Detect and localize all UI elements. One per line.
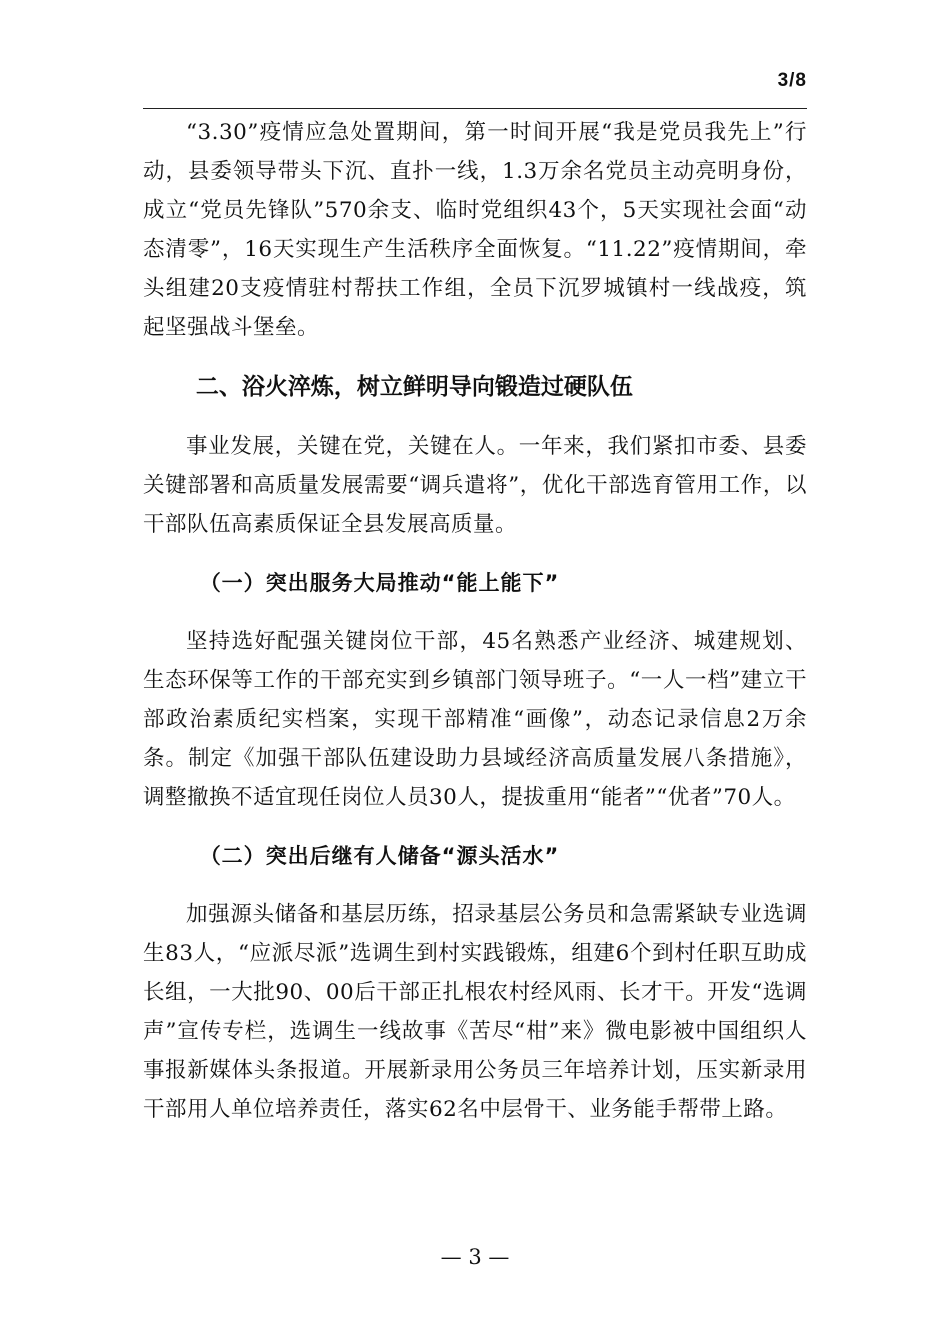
paragraph-subsection-2: 加强源头储备和基层历练，招录基层公务员和急需紧缺专业选调生83人，“应派尽派”选调生到村实践锻炼，组建6个到村任职互助成长组，一大批90、00后干部正扎根农村经风雨、长才干。开发“选调声”宣传专栏，选调生一线故事《苦尽“柑”来》微电影被中国组织人事报新媒体头条报道。开展新录用公务员三年培养计划，压实新录用干部用人单位培养责任，落实62名中层骨干、业务能手帮带上路。 xyxy=(143,902,807,1122)
document-body xyxy=(143,113,807,1129)
header-divider xyxy=(143,108,807,109)
subheading-2: （二）突出后继有人储备“源头活水” xyxy=(199,844,560,868)
page-indicator: 3/8 xyxy=(777,70,807,91)
subheading-1: （一）突出服务大局推动“能上能下” xyxy=(199,571,560,595)
section-heading-2: 二、浴火淬炼，树立鲜明导向锻造过硬队伍 xyxy=(195,374,633,400)
paragraph-section-2-intro: 事业发展，关键在党，关键在人。一年来，我们紧扣市委、县委关键部署和高质量发展需要“调兵遣将”，优化干部选育管用工作，以干部队伍高素质保证全县发展高质量。 xyxy=(143,434,807,537)
paragraph-epidemic-response: “3.30”疫情应急处置期间，第一时间开展“我是党员我先上”行动，县委领导带头下沉、直扑一线，1.3万余名党员主动亮明身份，成立“党员先锋队”570余支、临时党组织43个，5天实现社会面“动态清零”，16天实现生产生活秩序全面恢复。“11.22”疫情期间，牵头组建20支疫情驻村帮扶工作组，全员下沉罗城镇村一线战疫，筑起坚强战斗堡垒。 xyxy=(143,120,807,340)
paragraph-subsection-1: 坚持选好配强关键岗位干部，45名熟悉产业经济、城建规划、生态环保等工作的干部充实到乡镇部门领导班子。“一人一档”建立干部政治素质纪实档案，实现干部精准“画像”，动态记录信息2万余条。制定《加强干部队伍建设助力县域经济高质量发展八条措施》，调整撤换不适宜现任岗位人员30人，提拔重用“能者”“优者”70人。 xyxy=(143,629,807,810)
page-number-footer: — 3 — xyxy=(440,1245,510,1269)
